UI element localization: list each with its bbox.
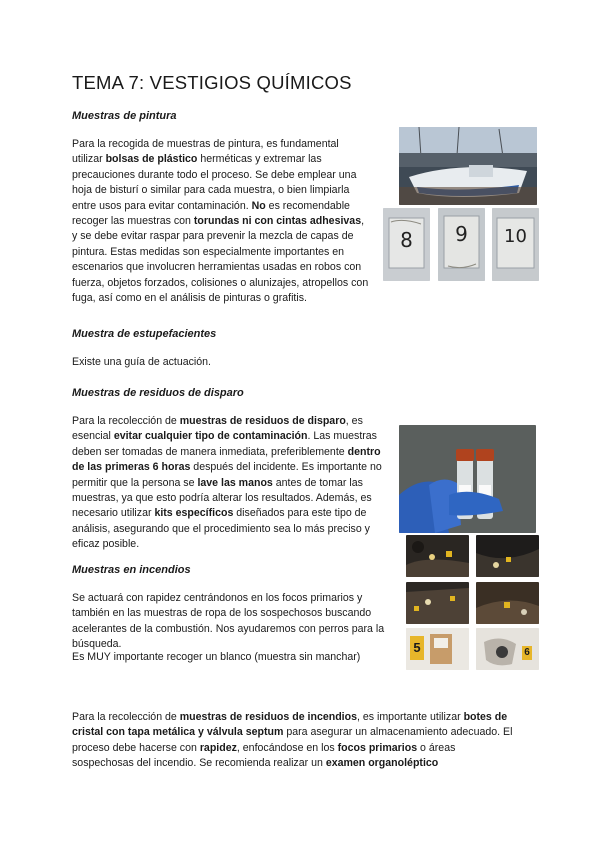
text-run: es recomendable recoger las muestras con [72,199,350,228]
bold-phrase: muestras de residuos de disparo [179,415,346,427]
paragraph-estupefacientes: Existe una guía de actuación. [72,356,211,368]
paragraph-incendios-1: Se actuará con rapidez centrándonos en los focos primarios y también en las muestras de ropa de los sospechosos buscando acelerantes de la combustión. Nos ayudaremos con perros para la búsqueda. [72,592,385,651]
fire-scene-photo [406,582,469,624]
bold-phrase: bolsas de plástico [105,153,198,166]
bold-phrase: lave las manos [197,476,273,489]
evidence-number-9: 9 [455,222,468,246]
heading-estupefacientes: Muestra de estupefacientes [72,328,217,340]
bold-phrase: evitar cualquier tipo de contaminación [113,430,308,443]
evidence-card-photo [383,208,430,281]
evidence-card-photo [492,208,539,281]
evidence-number-10: 10 [504,226,527,247]
fire-scene-photo [406,535,469,577]
fire-scene-photo [476,582,539,624]
bold-phrase: examen organoléptico [325,757,439,770]
bold-phrase: botes de cristal con tapa metálica y válvula septum [72,711,508,739]
bold-phrase: focos primarios [337,741,418,754]
text-run: , enfocándose en los [236,741,338,754]
fire-scene-photo [476,535,539,577]
bold-phrase: muestras de residuos de incendios [179,711,357,723]
paragraph-incendios-3 [72,710,516,772]
evidence-bag-photo [406,628,469,670]
text-run: . Las muestras deben ser tomadas de manera inmediata, preferiblemente [72,430,377,458]
evidence-items-photo [476,628,539,670]
text-run: , y se debe evitar raspar para prevenir la mezcla de capas de pintura. Estas medidas son especialmente importantes en escenarios que involucren herramientas usadas en robos con fuerza, objetos forzados, colisiones o alunizajes, atropellos con fuga, así como en el análisis de pinturas o grafitis. [72,215,369,305]
evidence-number-8: 8 [400,228,413,252]
marker-6: 6 [524,647,530,658]
heading-pintura: Muestras de pintura [72,110,177,122]
evidence-card-photo [438,208,485,281]
text-run: después del incidente. Es importante no permitir que la persona se [72,461,382,489]
paragraph-incendios-2: Es MUY importante recoger un blanco (muestra sin manchar) [72,651,361,663]
paragraph-disparo [72,414,384,553]
text-run: para asegurar un almacenamiento adecuado. El proceso debe hacerse con [72,726,513,754]
bold-phrase: No [251,199,266,212]
bold-phrase: torundas ni con cintas adhesivas [193,215,362,228]
text-run: diseñados para este tipo de análisis, asegurando que el procedimiento sea lo más preciso y eficaz posible. [72,507,370,551]
paragraph-pintura [72,137,372,306]
page-title: TEMA 7: VESTIGIOS QUÍMICOS [72,72,352,93]
text-run: o áreas sospechosas del incendio. Se recomienda realizar un [72,741,456,770]
boat-photo [399,127,537,205]
text-run: Para la recolección de [72,711,180,723]
text-run: , es esencial [72,415,363,443]
heading-incendios: Muestras en incendios [72,564,191,576]
bold-phrase: dentro de las primeras 6 horas [72,445,381,474]
bold-phrase: rapidez [199,741,237,754]
gunshot-residue-kit-photo [399,425,536,533]
bold-phrase: kits específicos [154,507,234,520]
text-run: antes de tomar las muestras, ya que esto podría alterar los resultados. Además, es necesario utilizar [72,476,372,520]
text-run: , es importante utilizar [356,711,464,723]
text-run: herméticas y extremar las precauciones durante todo el proceso. Se debe emplear una hoja de bisturí o similar para cada muestra, o bien limpiarla entre usos para evitar contaminación. [72,153,357,212]
text-run: Para la recogida de muestras de pintura, es fundamental utilizar [72,138,339,166]
text-run: Para la recolección de [72,415,180,427]
heading-disparo: Muestras de residuos de disparo [72,387,244,399]
marker-5: 5 [413,640,421,655]
